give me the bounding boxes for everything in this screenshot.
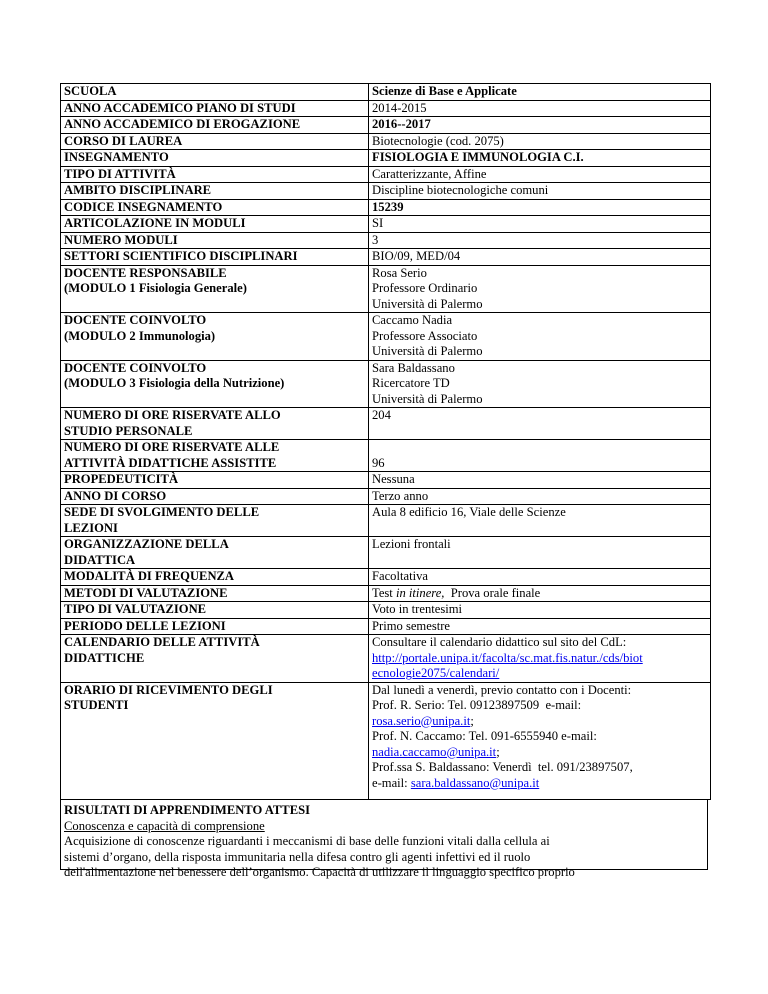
course-info-sheet <box>60 83 708 879</box>
field-value: 2016--2017 <box>369 117 711 134</box>
ore-studio-label: NUMERO DI ORE RISERVATE ALLO STUDIO PERSONALE <box>61 408 369 440</box>
propedeuticita-value: Nessuna <box>369 472 711 489</box>
table-row <box>61 166 711 183</box>
field-value: 2014-2015 <box>369 100 711 117</box>
field-label: SETTORI SCIENTIFICO DISCIPLINARI <box>61 249 369 266</box>
field-label: NUMERO MODULI <box>61 232 369 249</box>
table-row <box>61 505 711 537</box>
table-row <box>61 440 711 472</box>
field-value: 3 <box>369 232 711 249</box>
metodi-label: METODI DI VALUTAZIONE <box>61 585 369 602</box>
field-label: CODICE INSEGNAMENTO <box>61 199 369 216</box>
table-row <box>61 265 711 313</box>
ore-didattiche-value: 96 <box>369 440 711 472</box>
propedeuticita-label: PROPEDEUTICITÀ <box>61 472 369 489</box>
calendario-value: Consultare il calendario didattico sul sito del CdL: http://portale.unipa.it/facolta/sc.mat.fis.natur./cds/biot ecnologie2075/calendari/ <box>369 635 711 683</box>
field-label: INSEGNAMENTO <box>61 150 369 167</box>
metodi-value: Test in itinere, Prova orale finale <box>369 585 711 602</box>
table-row <box>61 682 711 800</box>
course-info-table <box>60 83 711 800</box>
field-value: Discipline biotecnologiche comuni <box>369 183 711 200</box>
anno-corso-label: ANNO DI CORSO <box>61 488 369 505</box>
table-row <box>61 537 711 569</box>
ore-didattiche-label: NUMERO DI ORE RISERVATE ALLE ATTIVITÀ DIDATTICHE ASSISTITE <box>61 440 369 472</box>
table-row <box>61 133 711 150</box>
field-label: TIPO DI ATTIVITÀ <box>61 166 369 183</box>
field-label: CORSO DI LAUREA <box>61 133 369 150</box>
risultati-line: dell'alimentazione nel benessere dell’organismo. Capacità di utilizzare il linguaggio specifico proprio <box>64 865 575 879</box>
ore-studio-value: 204 <box>369 408 711 440</box>
frequenza-label: MODALITÀ DI FREQUENZA <box>61 569 369 586</box>
field-label: ARTICOLAZIONE IN MODULI <box>61 216 369 233</box>
ricevimento-value: Dal lunedì a venerdì, previo contatto con i Docenti: Prof. R. Serio: Tel. 09123897509 e-mail: rosa.serio@unipa.it; Prof. N. Caccamo: Tel. 091-6555940 e-mail: nadia.caccamo@unipa.it; Prof.ssa S. Baldassano: Venerdì tel. 091/23897507, e-mail: sara.baldassano@unipa.it <box>369 682 711 800</box>
table-row <box>61 150 711 167</box>
table-row <box>61 618 711 635</box>
field-value: SI <box>369 216 711 233</box>
risultati-line: sistemi d’organo, della risposta immunitaria nella difesa contro gli agenti infettivi ed il ruolo <box>64 849 531 864</box>
table-row <box>61 100 711 117</box>
field-label: AMBITO DISCIPLINARE <box>61 183 369 200</box>
field-value: Biotecnologie (cod. 2075) <box>369 133 711 150</box>
field-value: BIO/09, MED/04 <box>369 249 711 266</box>
table-row <box>61 472 711 489</box>
table-row <box>61 408 711 440</box>
field-value: FISIOLOGIA E IMMUNOLOGIA C.I. <box>369 150 711 167</box>
calendario-label: CALENDARIO DELLE ATTIVITÀ DIDATTICHE <box>61 635 369 683</box>
tipo-valutazione-label: TIPO DI VALUTAZIONE <box>61 602 369 619</box>
frequenza-value: Facoltativa <box>369 569 711 586</box>
email-link-baldassano[interactable]: sara.baldassano@unipa.it <box>410 775 540 790</box>
field-value: Scienze di Base e Applicate <box>369 84 711 101</box>
table-row <box>61 199 711 216</box>
ricevimento-label: ORARIO DI RICEVIMENTO DEGLI STUDENTI <box>61 682 369 800</box>
sede-label: SEDE DI SVOLGIMENTO DELLE LEZIONI <box>61 505 369 537</box>
risultati-title: RISULTATI DI APPRENDIMENTO ATTESI <box>64 803 310 817</box>
email-link-serio[interactable]: rosa.serio@unipa.it <box>372 713 471 728</box>
organizzazione-value: Lezioni frontali <box>369 537 711 569</box>
table-row <box>61 249 711 266</box>
organizzazione-label: ORGANIZZAZIONE DELLA DIDATTICA <box>61 537 369 569</box>
email-link-caccamo[interactable]: nadia.caccamo@unipa.it <box>372 744 497 759</box>
table-row <box>61 488 711 505</box>
sede-value: Aula 8 edificio 16, Viale delle Scienze <box>369 505 711 537</box>
table-row <box>61 585 711 602</box>
table-row <box>61 232 711 249</box>
periodo-value: Primo semestre <box>369 618 711 635</box>
table-row <box>61 183 711 200</box>
docente-responsabile-label: DOCENTE RESPONSABILE (MODULO 1 Fisiologia Generale) <box>61 265 369 313</box>
field-label: SCUOLA <box>61 84 369 101</box>
docente-coinvolto-value: Sara Baldassano Ricercatore TD Università di Palermo <box>369 360 711 408</box>
periodo-label: PERIODO DELLE LEZIONI <box>61 618 369 635</box>
table-row <box>61 216 711 233</box>
tipo-valutazione-value: Voto in trentesimi <box>369 602 711 619</box>
field-label: ANNO ACCADEMICO PIANO DI STUDI <box>61 100 369 117</box>
risultati-section <box>60 800 708 879</box>
table-row <box>61 117 711 134</box>
docente-coinvolto-label: DOCENTE COINVOLTO (MODULO 3 Fisiologia della Nutrizione) <box>61 360 369 408</box>
table-row <box>61 84 711 101</box>
risultati-line: Acquisizione di conoscenze riguardanti i meccanismi di base delle funzioni vitali dalla cellula ai <box>64 834 550 848</box>
calendario-link[interactable]: http://portale.unipa.it/facolta/sc.mat.fis.natur./cds/biot ecnologie2075/calendari/ <box>372 650 643 680</box>
field-label: ANNO ACCADEMICO DI EROGAZIONE <box>61 117 369 134</box>
field-value: 15239 <box>369 199 711 216</box>
docente-coinvolto-value: Caccamo Nadia Professore Associato Università di Palermo <box>369 313 711 361</box>
docente-responsabile-value: Rosa Serio Professore Ordinario Università di Palermo <box>369 265 711 313</box>
table-row <box>61 602 711 619</box>
risultati-subtitle: Conoscenza e capacità di comprensione <box>64 818 265 833</box>
table-row <box>61 313 711 361</box>
anno-corso-value: Terzo anno <box>369 488 711 505</box>
field-value: Caratterizzante, Affine <box>369 166 711 183</box>
table-row <box>61 360 711 408</box>
docente-coinvolto-label: DOCENTE COINVOLTO (MODULO 2 Immunologia) <box>61 313 369 361</box>
table-row <box>61 635 711 683</box>
table-row <box>61 569 711 586</box>
